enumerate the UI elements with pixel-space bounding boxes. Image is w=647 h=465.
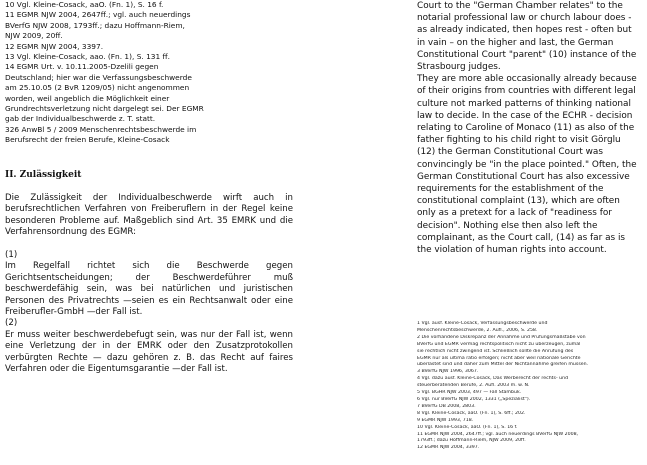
footnote-line: 8 Vgl. Kleine-Cosack, aaO. (Fn. 1), S. 6ff.; 202. [417,410,526,416]
footnote-line: 326 AnwBl 5 / 2009 Menschenrechtsbeschwerde im [5,124,197,134]
paragraph: Er muss weiter beschwerdebefugt sein, was nur der Fall ist, wenn eine Verletzung der in der EMRK oder den Zusatzprotokollen verbürgten Rechte — dazu gehören z. B. das Recht auf faires Verfahren oder die Eigentumsgarantie —der Fall ist. [5,329,293,375]
footnote-line: 14 EGMR Urt. v. 10.11.2005-Dzelili gegen [5,62,159,72]
footnote-line: BVerfG und EGMR vermag rechtspolitisch nicht zu überzeugen, zumal [417,341,581,347]
footnote-line: NJW 2009, 20ff. [5,31,63,41]
footnote-line: Grundrechtsverletzung nicht dargelegt sei. Der EGMR [5,104,204,114]
left-body-text [5,193,293,375]
footnote-line: worden, weil angeblich die Möglichkeit einer [5,93,170,103]
footnote-line: 10 Vgl. Kleine-Cosack, aaO. (Fn. 1), S. 16 f. [5,0,164,9]
footnote-line: 3 BVerfG NJW 1996, 3067. [417,369,479,375]
footnote-line: 4 Vgl. dazu ausf. Kleine-Cosack, Das Werberecht der rechts- und [417,376,569,382]
footnote-line: 1793ff.; dazu Hoffmann-Riem, NJW 2009, 20ff. [417,438,526,444]
paragraph: They are more able occasionally already because of their origins from countries with different legal culture not marked patterns of thinking national law to decide. In the case of the ECHR - decision relating to Caroline of Monaco (11) as also of the father fighting to his child right to visit Görglu (12) the German Constitutional Court was convincingly be "in the place pointed." Often, the German Constitutional Court has also excessive requirements for the establishment of the constitutional complaint (13), which are often only as a pretext for a lack of "readiness for decision". Nothing else then also left the complainant, as the Court call, (14) as far as is the violation of human rights into account. [417,74,637,256]
footnote-line: 11 EGMR NJW 2004, 2647ff.; vgl. auch neuerdings [5,10,191,20]
footnote-line: EGMR nur als ultima ratio erfolgen; nicht aber weil nationale Gerichte [417,355,581,361]
footnote-line: Deutschland; hier war die Verfassungsbeschwerde [5,72,192,82]
paragraph-marker: (2) [5,318,18,329]
footnote-line: Menschenrechtsbeschwerde, 2. Aufl., 2006, S. 258. [417,327,538,333]
footnote-line: 2 Die vorhandene Diskrepanz der Annahme und Prüfungsmaßstäbe von [417,334,586,340]
right-body-text [417,0,639,256]
paragraph: Im Regelfall richtet sich die Beschwerde gegen Gerichtsentscheidungen; der Beschwerdeführer muß beschwerdefähig sein, was bei natürlichen und juristischen Personen des Privatrechts —seien es ein Rechtsanwalt oder eine Freiberufler-GmbH —der Fall ist. [5,261,293,318]
footnote-line: 6 Vgl. nur BVerfG NJW 2002, 1331 („Spezialist"). [417,396,531,402]
section-heading: II. Zulässigkeit [5,170,82,180]
footnote-line: BVerfG NJW 2008, 1793ff.; dazu Hoffmann-Riem, [5,20,185,30]
footnote-line: steuerberatenden Berufe, 2. Aufl. 2003 m. w. N. [417,383,530,389]
footnote-line: 1 Vgl. ausf. Kleine-Cosack, Verfassungsbeschwerde und [417,321,548,326]
footnote-line: am 25.10.05 (2 BvR 1209/05) nicht angenommen [5,83,190,93]
footnote-line: gab der Individualbeschwerde z. T. statt. [5,114,156,124]
left-footnotes [5,0,298,146]
footnote-line: 12 EGMR NJW 2004, 3397. [417,445,480,451]
footnote-line: sie rechtlich nicht zwingend ist. Schließlich sollte die Anrufung des [417,348,574,354]
footnote-line: Berufsrecht der freien Berufe, Kleine-Cosack [5,135,170,145]
footnote-line: 12 EGMR NJW 2004, 3397. [5,41,104,51]
footnote-line: 5 Vgl. BGHR NJW 2003, 497 — Fall Stambuk. [417,390,522,396]
footnote-line: 9 EGMR NJW 1993, 718. [417,417,474,423]
footnote-line: 7 BVerfG DB 2008, 2803. [417,403,476,409]
footnote-line: überlastet sind und daher zum Mittel der Nichtannahme greifen müssen. [417,362,589,368]
right-footnotes [417,321,645,452]
footnote-line: 11 EGMR NJW 2004, 2647ff.; vgl. auch neuerdings BVerfG NJW 2008, [417,431,579,437]
paragraph: Die Zulässigkeit der Individualbeschwerde wirft auch in berufsrechtlichen Verfahren von Freiberuflern in der Regel keine besonderen Probleme auf. Maßgeblich sind Art. 35 EMRK und die Verfahrensordnung des EGMR: [5,193,293,238]
paragraph-marker: (1) [5,250,18,261]
footnote-line: 10 Vgl. Kleine-Cosack, aaO. (Fn. 1), S. 16 f. [417,424,518,430]
footnote-line: 13 Vgl. Kleine-Cosack, aao. (Fn. 1), S. 131 ff. [5,52,170,62]
paragraph: Court to the "German Chamber relates" to the notarial professional law or church labour does - as already indicated, then hopes rest - often but in vain – on the higher and last, the German Constitutional Court "parent" (10) instance of the Strasbourg judges. [417,1,637,73]
